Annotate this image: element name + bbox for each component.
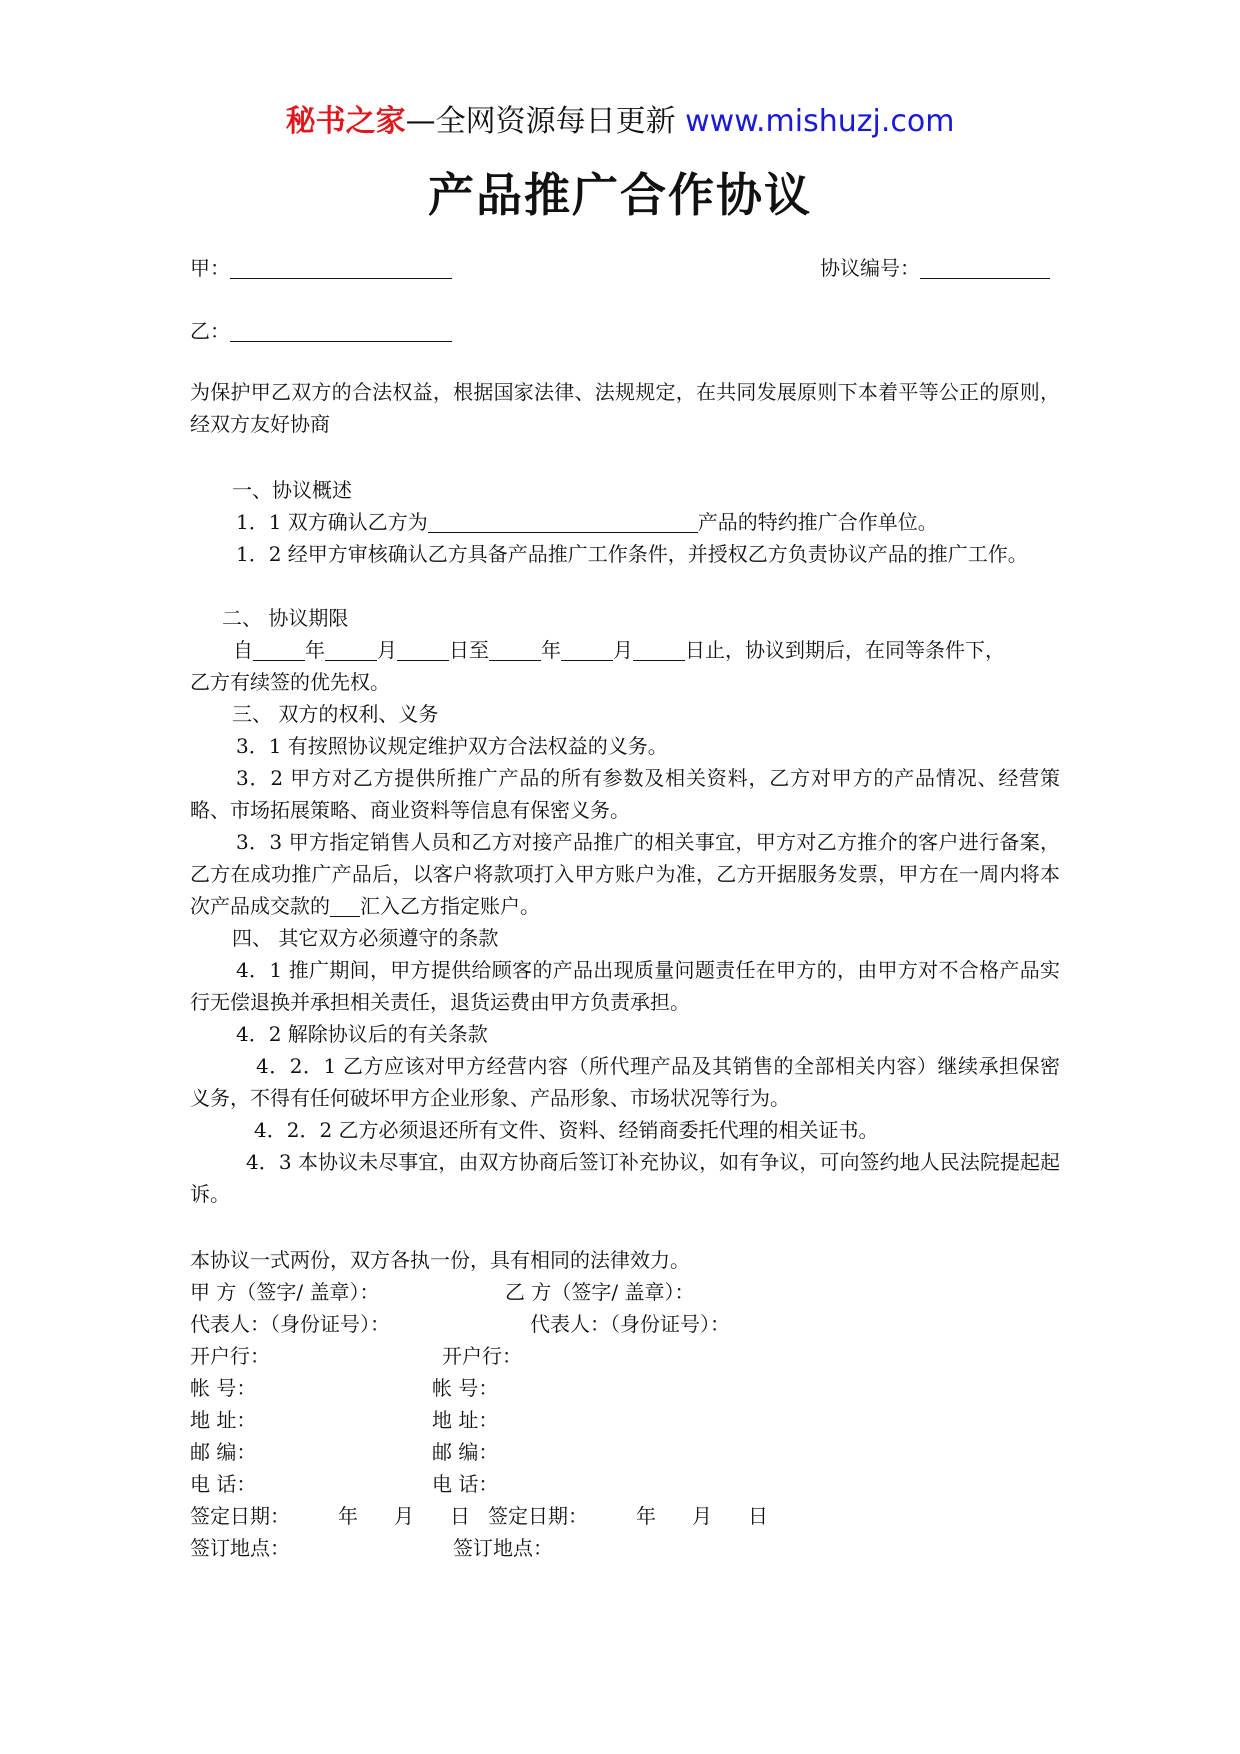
party-a-bank-label: 开户行： — [190, 1344, 270, 1368]
party-a-representative-label: 代表人：（身份证号）： — [190, 1312, 390, 1336]
section1-item1-suffix: 产品的特约推广合作单位。 — [697, 510, 938, 534]
percentage-blank[interactable] — [330, 896, 360, 917]
party-b-date-month: 月 — [692, 1504, 712, 1528]
section1-item2: 1．2 经甲方审核确认乙方具备产品推广工作条件，并授权乙方负责协议产品的推广工作。 — [236, 542, 1028, 566]
section2-heading: 二、 协议期限 — [222, 606, 349, 630]
preamble-paragraph: 为保护甲乙双方的合法权益，根据国家法律、法规规定，在共同发展原则下本着平等公正的原则，经双方友好协商 — [190, 380, 1060, 436]
party-a-address-label: 地 址： — [190, 1408, 257, 1432]
party-a-label: 甲： — [190, 256, 230, 280]
section4-item3: 4．3 本协议未尽事宜，由双方协商后签订补充协议，如有争议，可向签约地人民法院提起起诉。 — [190, 1150, 1060, 1206]
section1-heading: 一、协议概述 — [232, 478, 352, 502]
party-a-date-day: 日 — [450, 1504, 470, 1528]
end-year-blank[interactable] — [489, 640, 541, 661]
section4-item22: 4．2．2 乙方必须退还所有文件、资料、经销商委托代理的相关证书。 — [254, 1118, 879, 1142]
start-month-blank[interactable] — [325, 640, 377, 661]
brand-name: 秘书之家 — [285, 104, 406, 139]
party-a-blank[interactable] — [230, 258, 452, 279]
party-b-date-label: 签定日期： — [488, 1504, 588, 1528]
term-end-label: 日止，协议到期后，在同等条件下， — [685, 638, 1005, 662]
party-a-line — [190, 252, 452, 284]
document-title: 产品推广合作协议 — [428, 168, 812, 222]
term-line2: 乙方有续签的优先权。 — [190, 670, 390, 694]
section3-item3-main: 3．3 甲方指定销售人员和乙方对接产品推广的相关事宜，甲方对乙方推介的客户进行备案，乙方在成功推广产品后，以客户将款项打入甲方账户为准，乙方开据服务发票，甲方在一周内将本次产品成交款的 — [190, 830, 1060, 918]
party-a-place-label: 签订地点： — [190, 1536, 290, 1560]
site-url[interactable]: www.mishuzj.com — [685, 104, 955, 139]
section4-item21: 4．2．1 乙方应该对甲方经营内容（所代理产品及其销售的全部相关内容）继续承担保密义务，不得有任何破坏甲方企业形象、产品形象、市场状况等行为。 — [190, 1054, 1060, 1110]
party-b-signature-label: 乙 方（签字/ 盖章）： — [505, 1280, 695, 1304]
party-b-place-label: 签订地点： — [453, 1536, 553, 1560]
start-day-blank[interactable] — [397, 640, 449, 661]
start-year-blank[interactable] — [253, 640, 305, 661]
party-b-blank[interactable] — [230, 321, 452, 342]
party-a-date-year: 年 — [338, 1504, 358, 1528]
term-end-year-label: 年 — [541, 638, 561, 662]
party-b-address-label: 地 址： — [432, 1408, 499, 1432]
section1-item1-prefix: 1．1 双方确认乙方为 — [236, 510, 428, 534]
section1-item1 — [236, 506, 938, 538]
party-b-date-year: 年 — [636, 1504, 656, 1528]
end-day-blank[interactable] — [633, 640, 685, 661]
section4-item2: 4．2 解除协议后的有关条款 — [236, 1022, 488, 1046]
party-b-label: 乙： — [190, 319, 230, 343]
party-a-account-label: 帐 号： — [190, 1376, 257, 1400]
party-b-postcode-label: 邮 编： — [432, 1440, 499, 1464]
agreement-no-label: 协议编号： — [820, 256, 920, 280]
section3-item3 — [190, 826, 1060, 922]
party-b-representative-label: 代表人：（身份证号）： — [530, 1312, 730, 1336]
term-period-line — [233, 634, 1005, 666]
agreement-no-line — [820, 252, 1050, 284]
term-end-month-label: 月 — [613, 638, 633, 662]
party-b-line — [190, 315, 452, 347]
party-a-signature-label: 甲 方（签字/ 盖章）： — [190, 1280, 380, 1304]
party-a-phone-label: 电 话： — [190, 1472, 257, 1496]
header-slogan: —全网资源每日更新 — [405, 104, 676, 139]
party-a-postcode-label: 邮 编： — [190, 1440, 257, 1464]
party-b-date-day: 日 — [748, 1504, 768, 1528]
party-a-date-month: 月 — [394, 1504, 414, 1528]
section4-item1: 4．1 推广期间，甲方提供给顾客的产品出现质量问题责任在甲方的，由甲方对不合格产品实行无偿退换并承担相关责任，退货运费由甲方负责承担。 — [190, 958, 1060, 1014]
site-header — [0, 100, 1240, 144]
term-from: 自 — [233, 638, 253, 662]
term-year-label: 年 — [305, 638, 325, 662]
section4-heading: 四、 其它双方必须遵守的条款 — [232, 926, 499, 950]
product-name-blank[interactable] — [428, 512, 698, 533]
section3-heading: 三、 双方的权利、义务 — [232, 702, 439, 726]
section3-item1: 3．1 有按照协议规定维护双方合法权益的义务。 — [236, 734, 668, 758]
party-a-date-label: 签定日期： — [190, 1504, 290, 1528]
term-day-to-label: 日至 — [449, 638, 489, 662]
end-month-blank[interactable] — [561, 640, 613, 661]
section3-item3-end: 汇入乙方指定账户。 — [360, 894, 540, 918]
section3-item2: 3．2 甲方对乙方提供所推广产品的所有参数及相关资料，乙方对甲方的产品情况、经营策略、市场拓展策略、商业资料等信息有保密义务。 — [190, 766, 1060, 822]
agreement-no-blank[interactable] — [920, 258, 1050, 279]
party-b-bank-label: 开户行： — [442, 1344, 522, 1368]
party-b-phone-label: 电 话： — [432, 1472, 499, 1496]
term-month-label: 月 — [377, 638, 397, 662]
party-b-account-label: 帐 号： — [432, 1376, 499, 1400]
closing-statement: 本协议一式两份，双方各执一份，具有相同的法律效力。 — [190, 1248, 690, 1272]
